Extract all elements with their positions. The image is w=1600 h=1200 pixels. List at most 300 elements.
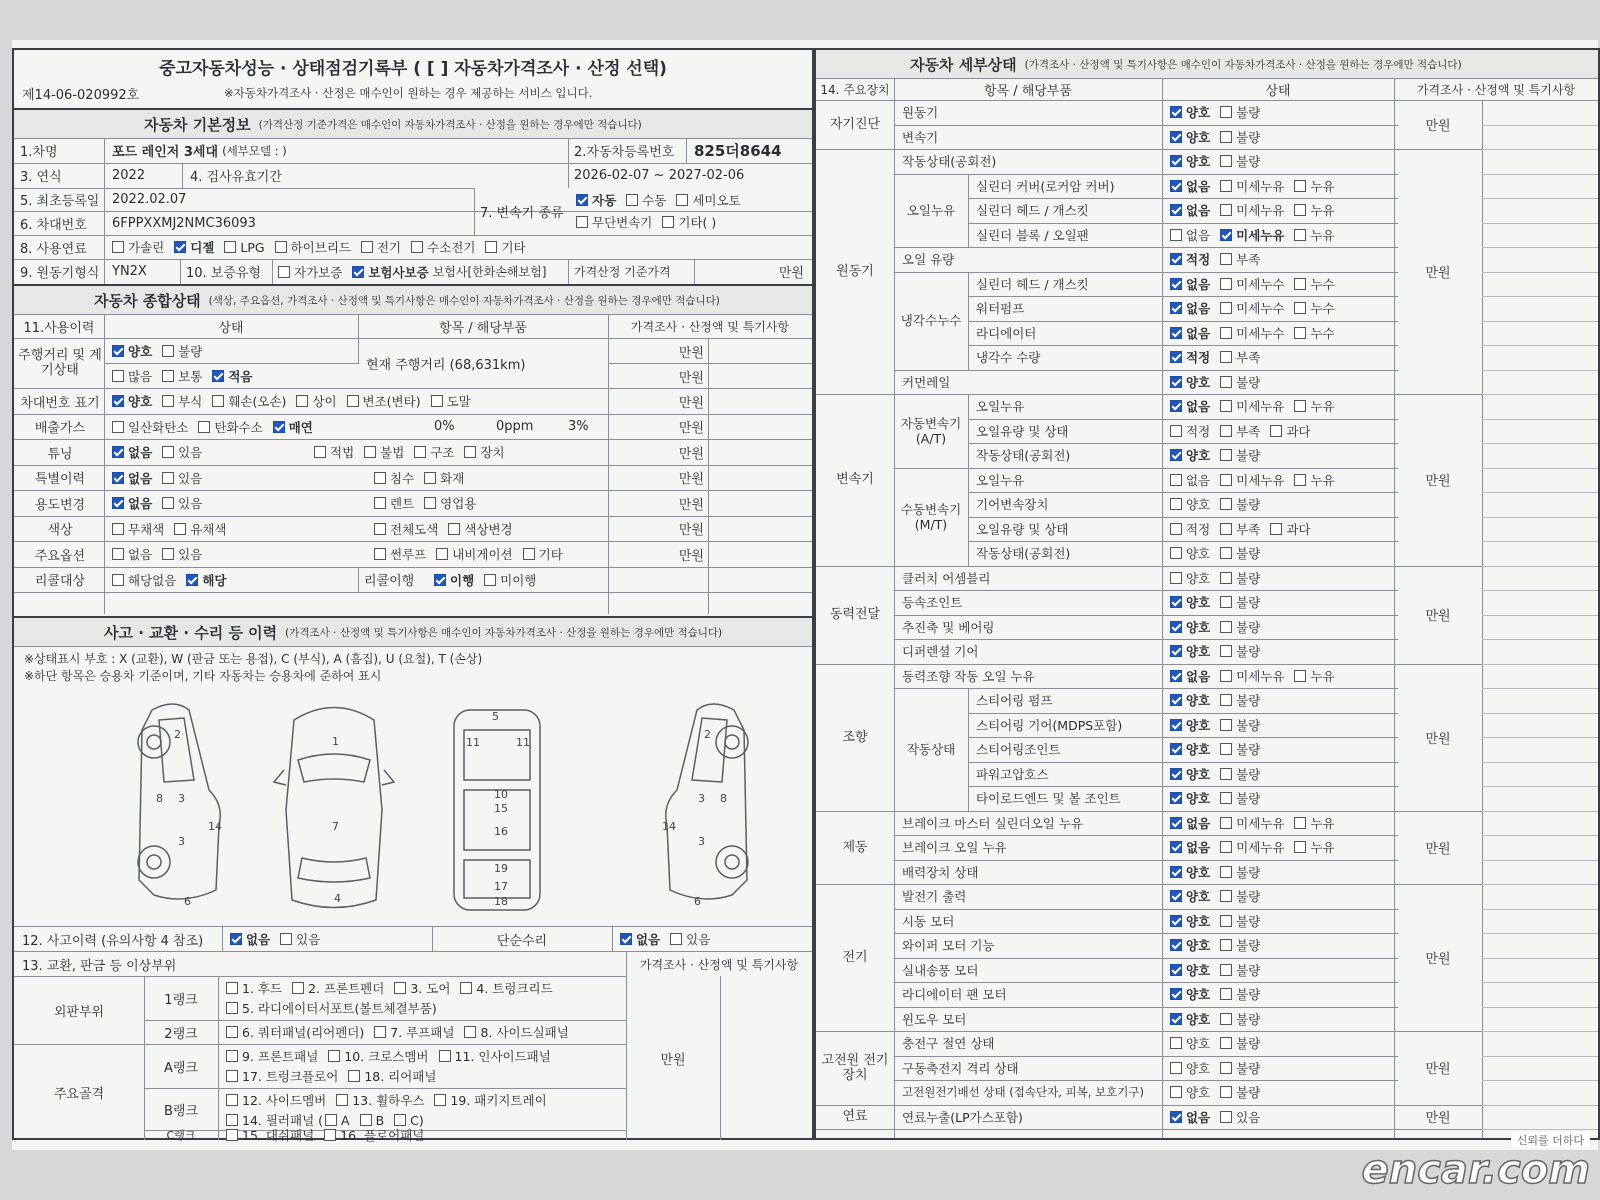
rear-wheel [138, 846, 170, 878]
detail-state-options: 없음 미세누수 누수 [1170, 272, 1392, 297]
simple-repair-label: 단순수리 [496, 933, 548, 949]
state-checkbox[interactable] [1220, 1013, 1232, 1025]
price-basis-unit: 만원 [778, 266, 804, 281]
sub-group-label: 작동상태 [906, 741, 956, 757]
state-checkbox[interactable] [1170, 474, 1182, 486]
detail-item-label: 오일유량 및 상태 [976, 521, 1069, 537]
detail-item-label: 충전구 절연 상태 [902, 1036, 995, 1052]
state-checkbox[interactable] [1294, 670, 1306, 682]
main-options-label: 주요옵션 [34, 548, 86, 564]
device-group-label: 연료 [842, 1109, 868, 1125]
detail-state-options: 양호 불량 [1170, 590, 1392, 615]
accident-header: 사고 · 교환 · 수리 등 이력 (가격조사 · 산정액 및 특기사항은 매수인이 자동차가격조사 · 산정을 원하는 경우에만 적습니다) [14, 618, 812, 646]
detail-state-options: 양호 불량 [1170, 982, 1392, 1007]
svg-text:14: 14 [662, 820, 676, 833]
door-checkbox[interactable] [394, 982, 406, 994]
detail-item-label: 냉각수 수량 [976, 350, 1041, 366]
state-checkbox[interactable] [1170, 400, 1182, 412]
special-none-checkbox[interactable] [112, 472, 124, 484]
detail-state-options: 적정 부족 과다 [1170, 419, 1392, 444]
state-checkbox[interactable] [1220, 621, 1232, 633]
tuning-structure-checkbox[interactable] [414, 446, 426, 458]
price-unit: 만원 [1425, 1062, 1451, 1078]
state-checkbox[interactable] [1170, 155, 1182, 167]
detail-state-options: 양호 불량 [1170, 909, 1392, 934]
state-checkbox[interactable] [1220, 1062, 1232, 1074]
trans-auto-checkbox[interactable] [576, 194, 588, 206]
state-checkbox[interactable] [1294, 302, 1306, 314]
use-change-yes-checkbox[interactable] [162, 497, 174, 509]
achromatic-checkbox[interactable] [112, 523, 124, 535]
state-checkbox[interactable] [1220, 180, 1232, 192]
state-checkbox[interactable] [1170, 253, 1182, 265]
state-checkbox[interactable] [1170, 449, 1182, 461]
price-unit: 만원 [678, 345, 704, 361]
car-diagram [114, 690, 774, 920]
state-checkbox[interactable] [1170, 890, 1182, 902]
state-checkbox[interactable] [1220, 890, 1232, 902]
status-legend: ※상태표시 부호 : X (교환), W (판금 또는 용접), C (부식), A (흠집), U (요철), T (손상) [24, 651, 483, 666]
svg-text:2: 2 [704, 728, 711, 741]
options-yes-checkbox[interactable] [162, 548, 174, 560]
top-view-rear-window [298, 858, 370, 882]
price-unit: 만원 [678, 523, 704, 538]
fuel-electric-checkbox[interactable] [361, 241, 373, 253]
fuel-diesel-checkbox[interactable] [174, 241, 186, 253]
model-label: 1.차명 [20, 145, 58, 160]
state-checkbox[interactable] [1220, 106, 1232, 118]
fuel-other-checkbox[interactable] [485, 241, 497, 253]
accident-none-checkbox[interactable] [230, 933, 242, 945]
detail-item-label: 워터펌프 [976, 301, 1025, 317]
tuning-illegal-checkbox[interactable] [364, 446, 376, 458]
detail-item-label: 원동기 [902, 105, 939, 121]
vin-different-checkbox[interactable] [296, 395, 308, 407]
front-wheel [716, 726, 748, 758]
svg-text:2: 2 [174, 728, 181, 741]
state-checkbox[interactable] [1220, 988, 1232, 1000]
pillar-a-checkbox[interactable] [325, 1114, 337, 1126]
rear-panel-checkbox[interactable] [348, 1070, 360, 1082]
state-checkbox[interactable] [1220, 964, 1232, 976]
rental-checkbox[interactable] [374, 497, 386, 509]
overall-header: 자동차 종합상태 (색상, 주요옵션, 가격조사 · 산정액 및 특기사항은 매수인이 자동차가격조사 · 산정을 원하는 경우에만 적습니다) [14, 286, 812, 314]
trans-cvt-checkbox[interactable] [576, 216, 588, 228]
detail-state-options: 양호 불량 [1170, 958, 1392, 983]
state-checkbox[interactable] [1170, 645, 1182, 657]
state-checkbox[interactable] [1220, 155, 1232, 167]
state-checkbox[interactable] [1170, 523, 1182, 535]
category-note: ※하단 항목은 승용차 기준이며, 기타 자동차는 승용차에 준하여 표시 [24, 668, 382, 683]
main-device-head: 14. 주요장치 [820, 82, 890, 97]
detail-state-options: 양호 불량 [1170, 149, 1392, 174]
price-unit: 만원 [1425, 119, 1451, 134]
radiator-support-checkbox[interactable] [226, 1002, 238, 1014]
trans-manual-checkbox[interactable] [626, 194, 638, 206]
price-unit: 만원 [678, 548, 704, 564]
detail-item-label: 브레이크 오일 누유 [902, 840, 1007, 856]
state-checkbox[interactable] [1294, 400, 1306, 412]
quarter-panel-checkbox[interactable] [226, 1026, 238, 1038]
rear-wheel [716, 846, 748, 878]
state-checkbox[interactable] [1220, 645, 1232, 657]
state-checkbox[interactable] [1170, 131, 1182, 143]
detail-item-label: 등속조인트 [902, 595, 963, 611]
svg-text:16: 16 [494, 825, 508, 838]
state-checkbox[interactable] [1170, 964, 1182, 976]
price-unit: 만원 [678, 370, 704, 386]
state-checkbox[interactable] [1170, 302, 1182, 314]
emission-co-checkbox[interactable] [112, 421, 124, 433]
detail-item-label: 와이퍼 모터 기능 [902, 938, 995, 954]
detail-item-label: 오일누유 [976, 472, 1025, 488]
price-unit: 만원 [1425, 952, 1451, 967]
state-checkbox[interactable] [1220, 449, 1232, 461]
pillar-panel-checkbox[interactable] [226, 1114, 238, 1126]
state-checkbox[interactable] [1294, 204, 1306, 216]
year-value: 2022 [112, 168, 146, 183]
state-checkbox[interactable] [1220, 327, 1232, 339]
state-checkbox[interactable] [1170, 621, 1182, 633]
detail-item-label: 발전기 출력 [902, 889, 967, 905]
trans-other-checkbox[interactable] [662, 216, 674, 228]
sub-group-label: 냉각수누수 [900, 313, 962, 328]
flood-checkbox[interactable] [374, 472, 386, 484]
navigation-checkbox[interactable] [436, 548, 448, 560]
detail-item-label: 클러치 어셈블리 [902, 570, 991, 586]
detail-state-options: 없음 미세누수 누수 [1170, 296, 1392, 321]
vin-value: 6FPPXXMJ2NMC36093 [112, 215, 256, 231]
state-checkbox[interactable] [1170, 596, 1182, 608]
state-checkbox[interactable] [1270, 523, 1282, 535]
detail-state-options: 양호 불량 [1170, 125, 1392, 150]
fuel-lpg-checkbox[interactable] [224, 241, 236, 253]
state-checkbox[interactable] [1220, 915, 1232, 927]
model-detail: (세부모델 : ) [222, 143, 287, 158]
device-group-label: 제동 [842, 839, 868, 855]
state-checkbox[interactable] [1170, 866, 1182, 878]
detail-item-label: 실내송풍 모터 [902, 962, 979, 978]
state-checkbox[interactable] [1170, 547, 1182, 559]
price-unit: 만원 [1425, 474, 1451, 490]
detail-item-label: 작동상태(공회전) [976, 448, 1071, 464]
insurer-name: 보험사[한화손해보험] [432, 265, 547, 279]
pillar-b-checkbox[interactable] [360, 1114, 372, 1126]
trunk-lid-checkbox[interactable] [460, 982, 472, 994]
gauge-bad-checkbox[interactable] [162, 345, 174, 357]
state-checkbox[interactable] [1170, 1111, 1182, 1123]
state-checkbox[interactable] [1220, 817, 1232, 829]
vin-good-checkbox[interactable] [112, 395, 124, 407]
front-fender-checkbox[interactable] [292, 982, 304, 994]
state-checkbox[interactable] [1170, 768, 1182, 780]
state-checkbox[interactable] [1170, 498, 1182, 510]
state-checkbox[interactable] [1294, 180, 1306, 192]
state-checkbox[interactable] [1294, 327, 1306, 339]
state-checkbox[interactable] [1220, 1111, 1232, 1123]
vin-label: 6. 차대번호 [20, 217, 87, 233]
state-checkbox[interactable] [1170, 229, 1182, 241]
roof-panel-checkbox[interactable] [374, 1026, 386, 1038]
simple-repair-yes-checkbox[interactable] [670, 933, 682, 945]
insp-value: 2026-02-07 ~ 2027-02-06 [574, 168, 745, 183]
device-group-label: 변속기 [836, 472, 874, 488]
warranty-insurer-checkbox[interactable] [352, 266, 364, 278]
side-member-checkbox[interactable] [226, 1094, 238, 1106]
engine-value: YN2X [112, 264, 147, 279]
full-paint-checkbox[interactable] [374, 523, 386, 535]
fuel-gasoline-checkbox[interactable] [112, 241, 124, 253]
pillar-c-checkbox[interactable] [394, 1114, 406, 1126]
detail-item-label: 고전원전기배선 상태 (접속단자, 피복, 보호기구) [902, 1085, 1144, 1100]
state-checkbox[interactable] [1220, 523, 1232, 535]
options-other-checkbox[interactable] [523, 548, 535, 560]
emission-label: 배출가스 [34, 421, 86, 436]
color-change-checkbox[interactable] [448, 523, 460, 535]
state-checkbox[interactable] [1170, 180, 1182, 192]
side-sill-checkbox[interactable] [464, 1026, 476, 1038]
state-checkbox[interactable] [1220, 547, 1232, 559]
detail-item-label: 연료누출(LP가스포함) [902, 1109, 1023, 1125]
state-checkbox[interactable] [1220, 204, 1232, 216]
detail-state-options: 없음 미세누유 누유 [1170, 468, 1392, 493]
cross-member-checkbox[interactable] [328, 1050, 340, 1062]
detail-state-options: 적정 부족 [1170, 345, 1392, 370]
form-title: 중고자동차성능 · 상태점검기록부 ( [ ] 자동차가격조사 · 산정 선택) [159, 58, 667, 79]
svg-text:6: 6 [694, 895, 701, 908]
detail-item-label: 스티어링 펌프 [976, 693, 1053, 709]
svg-text:3: 3 [178, 792, 185, 805]
detail-item-label: 커먼레일 [902, 374, 951, 390]
accident-history-label: 12. 사고이력 (유의사항 4 참조) [22, 933, 204, 949]
floor-panel-checkbox[interactable] [324, 1129, 336, 1141]
mileage-high-checkbox[interactable] [112, 370, 124, 382]
overall-state-head: 상태 [218, 320, 244, 336]
recall-done-checkbox[interactable] [434, 574, 446, 586]
detail-state-options: 없음 있음 [1170, 1105, 1392, 1130]
state-checkbox[interactable] [1220, 1037, 1232, 1049]
detail-item-label: 작동상태(공회전) [902, 154, 997, 170]
front-panel-checkbox[interactable] [226, 1050, 238, 1062]
detail-state-options: 양호 불량 [1170, 688, 1392, 713]
recall-yes-checkbox[interactable] [186, 574, 198, 586]
detail-state-options: 없음 미세누유 누유 [1170, 835, 1392, 860]
inside-panel-checkbox[interactable] [439, 1050, 451, 1062]
state-checkbox[interactable] [1220, 1086, 1232, 1098]
state-checkbox[interactable] [1220, 229, 1232, 241]
state-checkbox[interactable] [1170, 743, 1182, 755]
device-group-label: 자기진단 [829, 117, 881, 132]
watermark-brand: encar.com [1361, 1147, 1590, 1193]
front-wheel [138, 726, 170, 758]
detail-state-options: 없음 미세누유 누유 [1170, 664, 1392, 689]
device-group-label: 동력전달 [829, 607, 881, 622]
detail-state-options: 없음 미세누유 누유 [1170, 198, 1392, 223]
state-checkbox[interactable] [1220, 474, 1232, 486]
state-checkbox[interactable] [1170, 694, 1182, 706]
reg-value: 825더8644 [694, 142, 782, 160]
simple-repair-none-checkbox[interactable] [620, 933, 632, 945]
state-checkbox[interactable] [1170, 425, 1182, 437]
detail-item-label: 스티어링 기어(MDPS포함) [976, 717, 1123, 733]
mileage-low-checkbox[interactable] [212, 370, 224, 382]
special-yes-checkbox[interactable] [162, 472, 174, 484]
svg-text:11: 11 [466, 736, 480, 749]
commercial-checkbox[interactable] [424, 497, 436, 509]
trunk-floor-checkbox[interactable] [226, 1070, 238, 1082]
detail-state-options: 양호 불량 [1170, 370, 1392, 395]
price-unit: 만원 [1425, 266, 1451, 281]
price-unit: 만원 [678, 497, 704, 513]
tuning-legal-checkbox[interactable] [314, 446, 326, 458]
state-checkbox[interactable] [1170, 204, 1182, 216]
state-checkbox[interactable] [1220, 743, 1232, 755]
state-checkbox[interactable] [1170, 817, 1182, 829]
detail-item-label: 시동 모터 [902, 913, 955, 929]
fuel-hybrid-checkbox[interactable] [275, 241, 287, 253]
chromatic-checkbox[interactable] [174, 523, 186, 535]
state-checkbox[interactable] [1220, 596, 1232, 608]
fuel-hydrogen-checkbox[interactable] [411, 241, 423, 253]
abnormal-price-head: 가격조사 · 산정액 및 특기사항 [639, 957, 799, 972]
abnormal-parts-label: 13. 교환, 판금 등 이상부위 [22, 958, 177, 974]
detail-state-options: 양호 불량 [1170, 786, 1392, 811]
detail-item-label: 디퍼렌셜 기어 [902, 644, 979, 660]
trans-label: 7. 변속기 종류 [480, 206, 564, 221]
state-checkbox[interactable] [1294, 229, 1306, 241]
tuning-yes-checkbox[interactable] [162, 446, 174, 458]
state-checkbox[interactable] [1294, 841, 1306, 853]
state-checkbox[interactable] [1170, 670, 1182, 682]
state-checkbox[interactable] [1220, 351, 1232, 363]
device-group-label: 전기 [842, 950, 868, 965]
detail-state-options: 적정 부족 과다 [1170, 517, 1392, 542]
vin-damaged-checkbox[interactable] [212, 395, 224, 407]
package-tray-checkbox[interactable] [434, 1094, 446, 1106]
tuning-device-checkbox[interactable] [464, 446, 476, 458]
state-checkbox[interactable] [1220, 131, 1232, 143]
detail-item-label: 실린더 블록 / 오일팬 [976, 227, 1089, 243]
state-checkbox[interactable] [1170, 915, 1182, 927]
state-checkbox[interactable] [1220, 694, 1232, 706]
detail-item-label: 기어변속장치 [976, 497, 1049, 513]
state-checkbox[interactable] [1220, 841, 1232, 853]
detail-header: 자동차 세부상태 (가격조사 · 산정액 및 특기사항은 매수인이 자동차가격조사 · 산정을 원하는 경우에만 적습니다) [816, 50, 1598, 78]
emission-smoke-value: 3% [568, 419, 589, 434]
svg-text:8: 8 [720, 792, 727, 805]
vin-corrosion-checkbox[interactable] [162, 395, 174, 407]
detail-state-options: 양호 불량 [1170, 492, 1392, 517]
state-checkbox[interactable] [1170, 327, 1182, 339]
state-checkbox[interactable] [1220, 670, 1232, 682]
state-checkbox[interactable] [1170, 719, 1182, 731]
rank1-label: 1랭크 [164, 992, 198, 1008]
emission-smoke-checkbox[interactable] [273, 421, 285, 433]
right-pane [814, 48, 1600, 1140]
fire-checkbox[interactable] [424, 472, 436, 484]
state-checkbox[interactable] [1170, 841, 1182, 853]
options-none-checkbox[interactable] [112, 548, 124, 560]
state-checkbox[interactable] [1294, 278, 1306, 290]
tuning-none-checkbox[interactable] [112, 446, 124, 458]
state-checkbox[interactable] [1220, 572, 1232, 584]
mileage-normal-checkbox[interactable] [162, 370, 174, 382]
color-label: 색상 [47, 523, 73, 538]
detail-item-head: 항목 / 해당부품 [984, 83, 1072, 99]
warranty-self-checkbox[interactable] [278, 266, 290, 278]
state-checkbox[interactable] [1220, 376, 1232, 388]
state-checkbox[interactable] [1220, 253, 1232, 265]
svg-text:3: 3 [698, 792, 705, 805]
device-group-label: 원동기 [836, 264, 874, 279]
state-checkbox[interactable] [1170, 1086, 1182, 1098]
state-checkbox[interactable] [1220, 719, 1232, 731]
state-checkbox[interactable] [1170, 376, 1182, 388]
recall-notdone-checkbox[interactable] [484, 574, 496, 586]
state-checkbox[interactable] [1170, 572, 1182, 584]
rankB-label: B랭크 [163, 1103, 199, 1119]
state-checkbox[interactable] [1170, 1062, 1182, 1074]
state-checkbox[interactable] [1270, 425, 1282, 437]
state-checkbox[interactable] [1170, 278, 1182, 290]
recall-na-checkbox[interactable] [112, 574, 124, 586]
state-checkbox[interactable] [1170, 988, 1182, 1000]
accident-yes-checkbox[interactable] [280, 933, 292, 945]
detail-state-options: 양호 불량 [1170, 541, 1392, 566]
detail-state-options: 없음 미세누유 누유 [1170, 223, 1392, 248]
state-checkbox[interactable] [1220, 768, 1232, 780]
state-checkbox[interactable] [1170, 939, 1182, 951]
gauge-good-checkbox[interactable] [112, 345, 124, 357]
state-checkbox[interactable] [1170, 1013, 1182, 1025]
right-mirror [382, 770, 394, 785]
state-checkbox[interactable] [1170, 792, 1182, 804]
svg-text:3: 3 [698, 835, 705, 848]
state-checkbox[interactable] [1220, 400, 1232, 412]
detail-state-head: 상태 [1265, 83, 1291, 99]
state-checkbox[interactable] [1170, 106, 1182, 118]
state-checkbox[interactable] [1294, 474, 1306, 486]
svg-text:18: 18 [494, 895, 508, 908]
state-checkbox[interactable] [1220, 425, 1232, 437]
dash-panel-checkbox[interactable] [226, 1129, 238, 1141]
wheel-house-checkbox[interactable] [336, 1094, 348, 1106]
state-checkbox[interactable] [1220, 792, 1232, 804]
state-checkbox[interactable] [1170, 1037, 1182, 1049]
svg-text:17: 17 [494, 880, 508, 893]
use-change-none-checkbox[interactable] [112, 497, 124, 509]
trans-semiauto-checkbox[interactable] [676, 194, 688, 206]
state-checkbox[interactable] [1220, 498, 1232, 510]
state-checkbox[interactable] [1220, 278, 1232, 290]
state-checkbox[interactable] [1220, 866, 1232, 878]
detail-state-options: 양호 불량 [1170, 884, 1392, 909]
state-checkbox[interactable] [1170, 351, 1182, 363]
year-label: 3. 연식 [20, 170, 62, 185]
emission-co-value: 0% [434, 419, 455, 434]
hood-checkbox[interactable] [226, 982, 238, 994]
vin-painted-checkbox[interactable] [431, 395, 443, 407]
state-checkbox[interactable] [1294, 817, 1306, 829]
detail-item-label: 변속기 [902, 129, 939, 145]
detail-item-label: 실린더 커버(로커암 커버) [976, 178, 1115, 194]
emission-hc-checkbox[interactable] [198, 421, 210, 433]
vin-altered-checkbox[interactable] [347, 395, 359, 407]
basic-info-header: 자동차 기본정보 (가격산정 기준가격은 매수인이 자동차가격조사 · 산정을 원하는 경우에만 적습니다) [14, 110, 812, 138]
state-checkbox[interactable] [1220, 302, 1232, 314]
state-checkbox[interactable] [1220, 939, 1232, 951]
sunroof-checkbox[interactable] [374, 548, 386, 560]
